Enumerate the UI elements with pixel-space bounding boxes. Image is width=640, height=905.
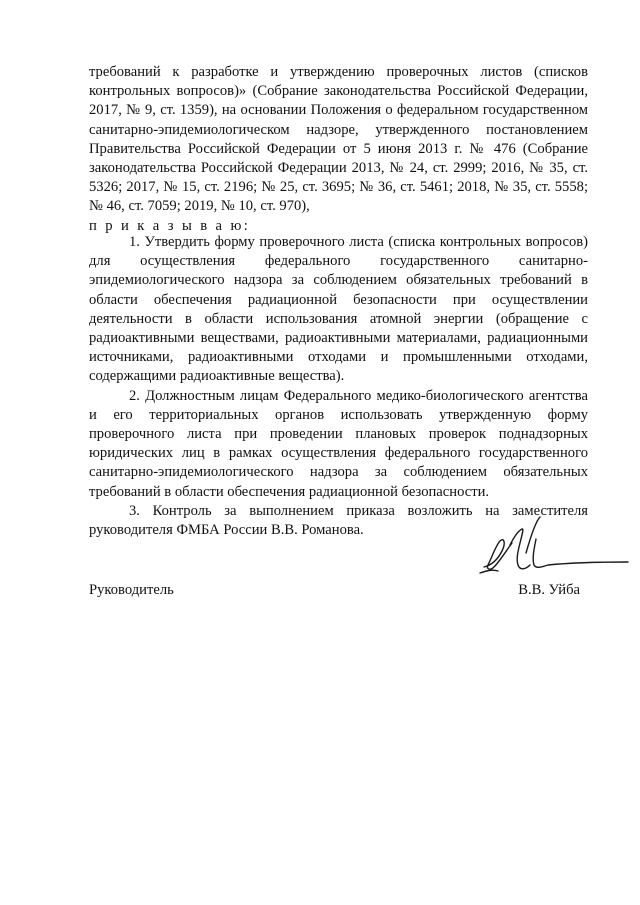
- intro-paragraph: требований к разработке и утверждению проверочных листов (списков контрольных вопросов)» (Собрание законодательства Российской Федерации, 2017, № 9, ст. 1359), на основании Положения о федеральном государственном санитарно-эпидемиологическом надзоре, утвержденного постановлением Правительства Российской Федерации от 5 июня 2013 г. № 476 (Собрание законодательства Российской Федерации 2013, № 24, ст. 2999; 2016, № 35, ст. 5326; 2017, № 15, ст. 2196; № 25, ст. 3695; № 36, ст. 5461; 2018, № 35, ст. 5558; № 46, ст. 7059; 2019, № 10, ст. 970),: [89, 64, 588, 215]
- order-item-2: 2. Должностным лицам Федерального медико-биологического агентства и его территориальных органов использовать утвержденную форму проверочного листа при проведении плановых проверок поднадзорных юридических лиц в рамках осуществления федерального государственного санитарно-эпидемиологического надзора за соблюдением обязательных требований в области обеспечения радиационной безопасности.: [89, 387, 588, 500]
- signatory-position: Руководитель: [89, 582, 174, 598]
- order-word: п р и к а з ы в а ю:: [89, 217, 251, 234]
- order-item-1: 1. Утвердить форму проверочного листа (списка контрольных вопросов) для осуществления федерального государственного санитарно-эпидемиологического надзора за соблюдением обязательных требований в области обеспечения радиационной безопасности при осуществлении деятельности в области использования атомной энергии (обращение с радиоактивными веществами, радиоактивными материалами, радиационными источниками, радиоактивными отходами и промышленными отходами, содержащими радиоактивные вещества).: [89, 234, 588, 385]
- order-items: [89, 233, 588, 540]
- order-item-3: 3. Контроль за выполнением приказа возложить на заместителя руководителя ФМБА России В.В. Романова.: [89, 502, 588, 539]
- handwritten-signature: [478, 515, 630, 585]
- intro-section: [89, 63, 588, 236]
- signatory-name: В.В. Уйба: [518, 582, 580, 598]
